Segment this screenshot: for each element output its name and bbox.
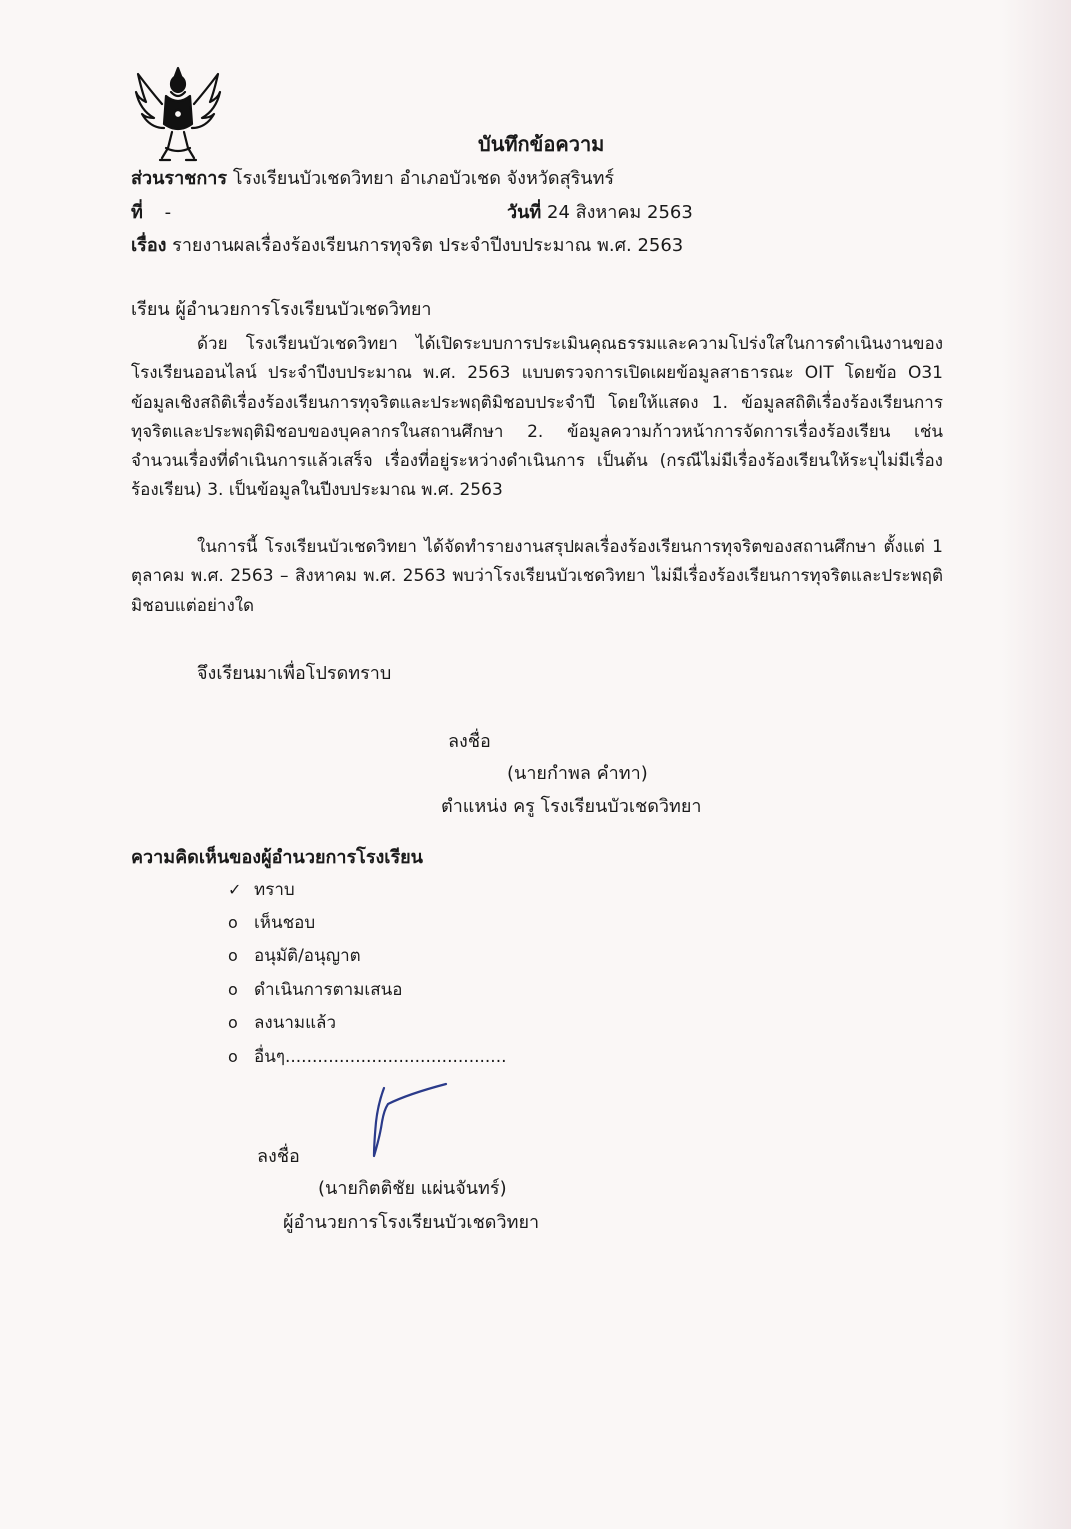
option-proceed	[228, 979, 402, 1001]
sender-position: ตำแหน่ง ครู โรงเรียนบัวเชดวิทยา	[441, 796, 702, 817]
director-sign-label: ลงชื่อ	[257, 1146, 300, 1167]
department-line	[131, 168, 614, 190]
salutation: เรียน ผู้อำนวยการโรงเรียนบัวเชดวิทยา	[131, 299, 432, 320]
memo-title: บันทึกข้อความ	[478, 132, 605, 156]
circle-bullet-icon: o	[228, 1013, 238, 1032]
option-signed	[228, 1012, 336, 1034]
subject-label: เรื่อง	[131, 235, 167, 256]
option-authorize	[228, 945, 361, 967]
option-other	[228, 1046, 507, 1068]
checked-mark-icon: ✓	[228, 880, 242, 899]
body-paragraph-2: ในการนี้ โรงเรียนบัวเชดวิทยา ได้จัดทำรายงานสรุปผลเรื่องร้องเรียนการทุจริตของสถานศึกษา ตั้งแต่ 1 ตุลาคม พ.ศ. 2563 – สิงหาคม พ.ศ. 2563 พบว่าโรงเรียนบัวเชดวิทยา ไม่มีเรื่องร้องเรียนการทุจริตและประพฤติมิชอบแต่อย่างใด	[131, 537, 943, 616]
option-label: ดำเนินการตามเสนอ	[254, 980, 403, 1000]
director-opinion-heading: ความคิดเห็นของผู้อำนวยการโรงเรียน	[131, 847, 423, 868]
department-label: ส่วนราชการ	[131, 168, 228, 189]
circle-bullet-icon: o	[228, 1047, 238, 1066]
option-label: ทราบ	[254, 880, 295, 900]
subject-value: รายงานผลเรื่องร้องเรียนการทุจริต ประจำปีงบประมาณ พ.ศ. 2563	[172, 235, 684, 256]
option-label: อื่นๆ.........................................	[254, 1047, 507, 1067]
option-acknowledge	[228, 879, 295, 901]
option-approve-view	[228, 912, 315, 934]
garuda-emblem-icon	[132, 62, 224, 168]
reference-line	[131, 202, 171, 224]
circle-bullet-icon: o	[228, 946, 238, 965]
date-line	[507, 202, 693, 224]
director-name: (นายกิตติชัย แผ่นจันทร์)	[318, 1178, 507, 1199]
subject-line	[131, 235, 683, 257]
director-signature-icon	[368, 1082, 452, 1162]
option-label: เห็นชอบ	[254, 913, 316, 933]
date-value: 24 สิงหาคม 2563	[547, 202, 693, 223]
reference-label: ที่	[131, 202, 143, 223]
option-label: ลงนามแล้ว	[254, 1013, 337, 1033]
circle-bullet-icon: o	[228, 980, 238, 999]
body-paragraph-1: ด้วย โรงเรียนบัวเชดวิทยา ได้เปิดระบบการประเมินคุณธรรมและความโปร่งใสในการดำเนินงานของโรงเรียนออนไลน์ ประจำปีงบประมาณ พ.ศ. 2563 แบบตรวจการเปิดเผยข้อมูลสาธารณะ OIT โดยข้อ O31 ข้อมูลเชิงสถิติเรื่องร้องเรียนการทุจริตและประพฤติมิชอบประจำปี โดยให้แสดง 1. ข้อมูลสถิติเรื่องร้องเรียนการทุจริตและประพฤติมิชอบของบุคลากรในสถานศึกษา 2. ข้อมูลความก้าวหน้าการจัดการเรื่องร้องเรียน เช่น จำนวนเรื่องที่ดำเนินการแล้วเสร็จ เรื่องที่อยู่ระหว่างดำเนินการ เป็นต้น (กรณีไม่มีเรื่องร้องเรียนให้ระบุไม่มีเรื่องร้องเรียน) 3. เป็นข้อมูลในปีงบประมาณ พ.ศ. 2563	[131, 334, 943, 501]
closing-line: จึงเรียนมาเพื่อโปรดทราบ	[197, 663, 392, 684]
department-value: โรงเรียนบัวเชดวิทยา อำเภอบัวเชด จังหวัดสุรินทร์	[232, 168, 615, 189]
sender-sign-label: ลงชื่อ	[448, 731, 491, 752]
page-edge-shadow	[1001, 0, 1071, 1529]
sender-name: (นายกำพล คำทา)	[507, 763, 648, 784]
director-position: ผู้อำนวยการโรงเรียนบัวเชดวิทยา	[283, 1212, 540, 1233]
circle-bullet-icon: o	[228, 913, 238, 932]
option-label: อนุมัติ/อนุญาต	[254, 946, 361, 966]
date-label: วันที่	[507, 202, 542, 223]
reference-value: -	[164, 202, 172, 223]
